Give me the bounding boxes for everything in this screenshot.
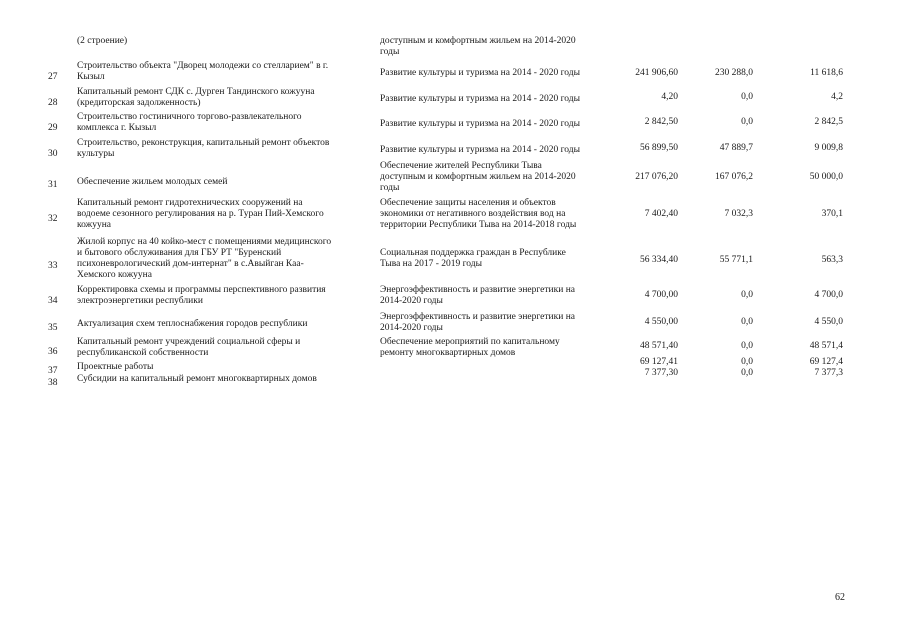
amount-v1: 56 334,40 (640, 255, 678, 265)
program-name: Обеспечение жителей Республики Тыва доступным и комфортным жильем на 2014-2020 годы (380, 161, 576, 193)
project-name: Строительство гостиничного торгово-развлекательного комплекса г. Кызыл (77, 112, 302, 133)
amount-v3: 69 127,4 (809, 357, 843, 367)
amount-v2: 0,0 (741, 341, 753, 351)
project-name: (2 строение) (77, 36, 128, 46)
project-name: Капитальный ремонт гидротехнических сооружений на водоеме сезонного регулирования на р. Туран Пий-Хемского кожууна (77, 198, 324, 230)
amount-v1: 48 571,40 (640, 341, 678, 351)
program-name: доступным и комфортным жильем на 2014-2020 годы (380, 36, 576, 57)
program-name: Социальная поддержка граждан в Республике Тыва на 2017 - 2019 годы (380, 248, 566, 269)
row-number: 28 (48, 98, 58, 108)
project-name: Жилой корпус на 40 койко-мест с помещениями медицинского и бытового обслуживания для ГБУ РТ "Буренский психоневрологический дом-интернат" в с.Авыйган Каа- Хемского кожууна (77, 237, 332, 280)
amount-v3: 4 550,0 (814, 317, 843, 327)
project-name: Капитальный ремонт учреждений социальной сферы и республиканской собственности (77, 337, 301, 358)
row-number: 38 (48, 378, 58, 388)
amount-v3: 50 000,0 (809, 172, 843, 182)
row-number: 31 (48, 180, 58, 190)
amount-v1: 56 899,50 (640, 143, 678, 153)
row-number: 33 (48, 261, 58, 271)
amount-v3: 11 618,6 (810, 68, 843, 78)
amount-v1: 241 906,60 (635, 68, 678, 78)
program-name: Энергоэффективность и развитие энергетики на 2014-2020 годы (380, 312, 576, 333)
amount-v2: 0,0 (741, 357, 753, 367)
amount-v3: 2 842,5 (814, 117, 843, 127)
amount-v2: 0,0 (741, 117, 753, 127)
amount-v3: 4 700,0 (814, 290, 843, 300)
amount-v2: 47 889,7 (719, 143, 753, 153)
amount-v2: 167 076,2 (715, 172, 753, 182)
project-name: Проектные работы (77, 362, 154, 372)
row-number: 34 (48, 296, 58, 306)
program-name: Обеспечение защиты населения и объектов экономики от негативного воздействия вод на территории Республики Тыва на 2014-2018 годы (380, 198, 577, 230)
amount-v3: 48 571,4 (809, 341, 843, 351)
amount-v2: 0,0 (741, 317, 753, 327)
amount-v1: 4 700,00 (644, 290, 678, 300)
amount-v3: 9 009,8 (814, 143, 843, 153)
program-name: Развитие культуры и туризма на 2014 - 2020 годы (380, 68, 581, 78)
amount-v2: 7 032,3 (724, 209, 753, 219)
project-name: Субсидии на капитальный ремонт многоквартирных домов (77, 374, 317, 384)
project-name: Капитальный ремонт СДК с. Дурген Тандинского кожууна (кредиторская задолженность) (77, 87, 315, 108)
row-number: 27 (48, 72, 58, 82)
program-name: Обеспечение мероприятий по капитальному ремонту многоквартирных домов (380, 337, 560, 358)
project-name: Обеспечение жильем молодых семей (77, 177, 228, 187)
project-name: Строительство объекта "Дворец молодежи со стелларием" в г. Кызыл (77, 61, 329, 82)
program-name: Развитие культуры и туризма на 2014 - 2020 годы (380, 119, 581, 129)
amount-v2: 55 771,1 (719, 255, 753, 265)
row-number: 29 (48, 123, 58, 133)
amount-v1: 217 076,20 (635, 172, 678, 182)
page-number: 62 (835, 592, 845, 603)
project-name: Строительство, реконструкция, капитальный ремонт объектов культуры (77, 138, 330, 159)
amount-v3: 4,2 (831, 92, 843, 102)
amount-v1: 4 550,00 (644, 317, 678, 327)
row-number: 30 (48, 149, 58, 159)
amount-v3: 7 377,3 (814, 368, 843, 378)
amount-v1: 7 377,30 (644, 368, 678, 378)
amount-v3: 370,1 (821, 209, 843, 219)
program-name: Развитие культуры и туризма на 2014 - 2020 годы (380, 94, 581, 104)
amount-v2: 230 288,0 (715, 68, 753, 78)
row-number: 37 (48, 366, 58, 376)
program-name: Развитие культуры и туризма на 2014 - 2020 годы (380, 145, 581, 155)
amount-v1: 7 402,40 (644, 209, 678, 219)
project-name: Корректировка схемы и программы перспективного развития электроэнергетики республики (77, 285, 326, 306)
row-number: 36 (48, 347, 58, 357)
row-number: 35 (48, 323, 58, 333)
amount-v3: 563,3 (821, 255, 843, 265)
amount-v1: 2 842,50 (644, 117, 678, 127)
amount-v2: 0,0 (741, 290, 753, 300)
row-number: 32 (48, 214, 58, 224)
amount-v2: 0,0 (741, 368, 753, 378)
amount-v1: 69 127,41 (640, 357, 678, 367)
program-name: Энергоэффективность и развитие энергетики на 2014-2020 годы (380, 285, 576, 306)
amount-v2: 0,0 (741, 92, 753, 102)
project-name: Актуализация схем теплоснабжения городов республики (77, 319, 308, 329)
amount-v1: 4,20 (661, 92, 678, 102)
